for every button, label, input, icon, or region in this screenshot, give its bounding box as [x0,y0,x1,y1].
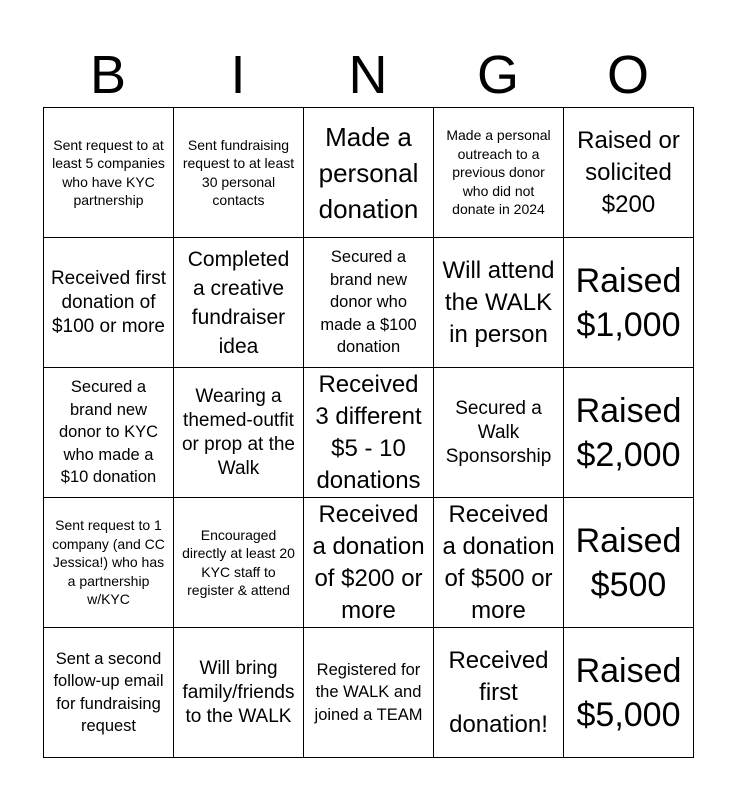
bingo-cell[interactable]: Secured a Walk Sponsorship [434,368,564,498]
header-letter-i: I [230,45,246,105]
bingo-cell[interactable]: Received a donation of $200 or more [304,498,434,628]
bingo-cell[interactable]: Made a personal donation [304,108,434,238]
bingo-cell[interactable]: Raised $1,000 [564,238,694,368]
board-row [44,628,694,758]
board-row [44,368,694,498]
header-letter-g: G [476,45,519,105]
bingo-cell[interactable]: Received first donation of $100 or more [44,238,174,368]
bingo-cell[interactable]: Encouraged directly at least 20 KYC staff to register & attend [174,498,304,628]
board-row [44,108,694,238]
bingo-cell[interactable]: Received a donation of $500 or more [434,498,564,628]
bingo-cell[interactable]: Completed a creative fundraiser idea [174,238,304,368]
header-letter-n: N [348,45,388,105]
bingo-cell[interactable]: Sent fundraising request to at least 30 personal contacts [174,108,304,238]
bingo-cell[interactable]: Secured a brand new donor to KYC who made a $10 donation [44,368,174,498]
bingo-board [43,107,694,758]
bingo-cell[interactable]: Secured a brand new donor who made a $100 donation [304,238,434,368]
bingo-cell[interactable]: Sent a second follow-up email for fundraising request [44,628,174,758]
bingo-cell[interactable]: Will attend the WALK in person [434,238,564,368]
bingo-cell[interactable]: Raised $500 [564,498,694,628]
bingo-cell[interactable]: Raised $2,000 [564,368,694,498]
bingo-cell[interactable]: Raised $5,000 [564,628,694,758]
bingo-cell[interactable]: Wearing a themed-outfit or prop at the Walk [174,368,304,498]
bingo-cell[interactable]: Received first donation! [434,628,564,758]
bingo-cell[interactable]: Raised or solicited $200 [564,108,694,238]
bingo-cell[interactable]: Sent request to 1 company (and CC Jessica!) who has a partnership w/KYC [44,498,174,628]
header-letter-b: B [89,45,127,105]
bingo-cell[interactable]: Received 3 different $5 - 10 donations [304,368,434,498]
bingo-header [43,44,693,106]
board-row [44,498,694,628]
bingo-cell[interactable]: Made a personal outreach to a previous donor who did not donate in 2024 [434,108,564,238]
board-row [44,238,694,368]
bingo-cell[interactable]: Registered for the WALK and joined a TEAM [304,628,434,758]
header-letter-o: O [606,45,649,105]
bingo-cell[interactable]: Will bring family/friends to the WALK [174,628,304,758]
bingo-cell[interactable]: Sent request to at least 5 companies who have KYC partnership [44,108,174,238]
